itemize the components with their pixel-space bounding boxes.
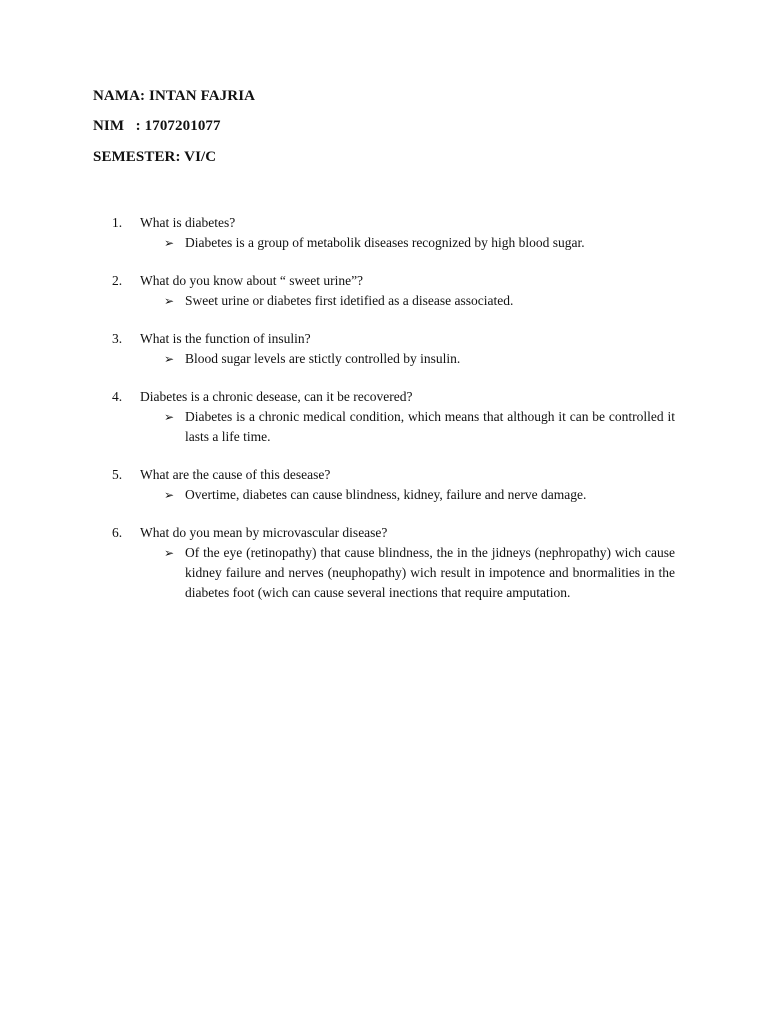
arrow-bullet-icon: ➢ bbox=[164, 352, 175, 366]
answer-row bbox=[164, 407, 675, 447]
arrow-bullet-icon: ➢ bbox=[164, 410, 175, 424]
student-semester: SEMESTER: VI/C bbox=[93, 149, 217, 165]
qa-item-1 bbox=[112, 213, 675, 253]
question-number: 2. bbox=[112, 273, 123, 288]
question-row bbox=[112, 523, 675, 543]
question-text: What do you know about “ sweet urine”? bbox=[140, 273, 364, 288]
question-row bbox=[112, 387, 675, 407]
question-answer-list bbox=[112, 213, 675, 621]
answer-text: Sweet urine or diabetes first idetified as a disease associated. bbox=[185, 293, 514, 308]
qa-item-6 bbox=[112, 523, 675, 603]
qa-item-3 bbox=[112, 329, 675, 369]
qa-item-5 bbox=[112, 465, 675, 505]
question-row bbox=[112, 271, 675, 291]
question-number: 4. bbox=[112, 389, 123, 404]
answer-text: Overtime, diabetes can cause blindness, kidney, failure and nerve damage. bbox=[185, 487, 587, 502]
arrow-bullet-icon: ➢ bbox=[164, 236, 175, 250]
arrow-bullet-icon: ➢ bbox=[164, 546, 175, 560]
arrow-bullet-icon: ➢ bbox=[164, 488, 175, 502]
answer-row bbox=[164, 291, 675, 311]
question-number: 3. bbox=[112, 331, 123, 346]
question-text: What is the function of insulin? bbox=[140, 331, 311, 346]
qa-item-4 bbox=[112, 387, 675, 447]
student-name: NAMA: INTAN FAJRIA bbox=[93, 88, 256, 104]
question-text: What are the cause of this desease? bbox=[140, 467, 331, 482]
arrow-bullet-icon: ➢ bbox=[164, 294, 175, 308]
student-nim: NIM : 1707201077 bbox=[93, 118, 221, 134]
answer-row bbox=[164, 485, 675, 505]
question-number: 5. bbox=[112, 467, 123, 482]
answer-text: Diabetes is a chronic medical condition, which means that although it can be controlled it lasts a life time. bbox=[185, 409, 675, 444]
question-row bbox=[112, 213, 675, 233]
question-text: What is diabetes? bbox=[140, 215, 236, 230]
answer-text: Diabetes is a group of metabolik diseases recognized by high blood sugar. bbox=[185, 235, 585, 250]
question-number: 6. bbox=[112, 525, 123, 540]
answer-row bbox=[164, 349, 675, 369]
answer-row bbox=[164, 543, 675, 603]
question-row bbox=[112, 329, 675, 349]
question-row bbox=[112, 465, 675, 485]
answer-text: Blood sugar levels are stictly controlled by insulin. bbox=[185, 351, 461, 366]
question-text: Diabetes is a chronic desease, can it be recovered? bbox=[140, 389, 413, 404]
question-text: What do you mean by microvascular disease? bbox=[140, 525, 388, 540]
answer-text: Of the eye (retinopathy) that cause blindness, the in the jidneys (nephropathy) wich cause kidney failure and nerves (neuphopathy) wich result in impotence and bnormalities in the diabetes foot (wich can cause several inections that require amputation. bbox=[185, 545, 675, 600]
qa-item-2 bbox=[112, 271, 675, 311]
answer-row bbox=[164, 233, 675, 253]
question-number: 1. bbox=[112, 215, 123, 230]
